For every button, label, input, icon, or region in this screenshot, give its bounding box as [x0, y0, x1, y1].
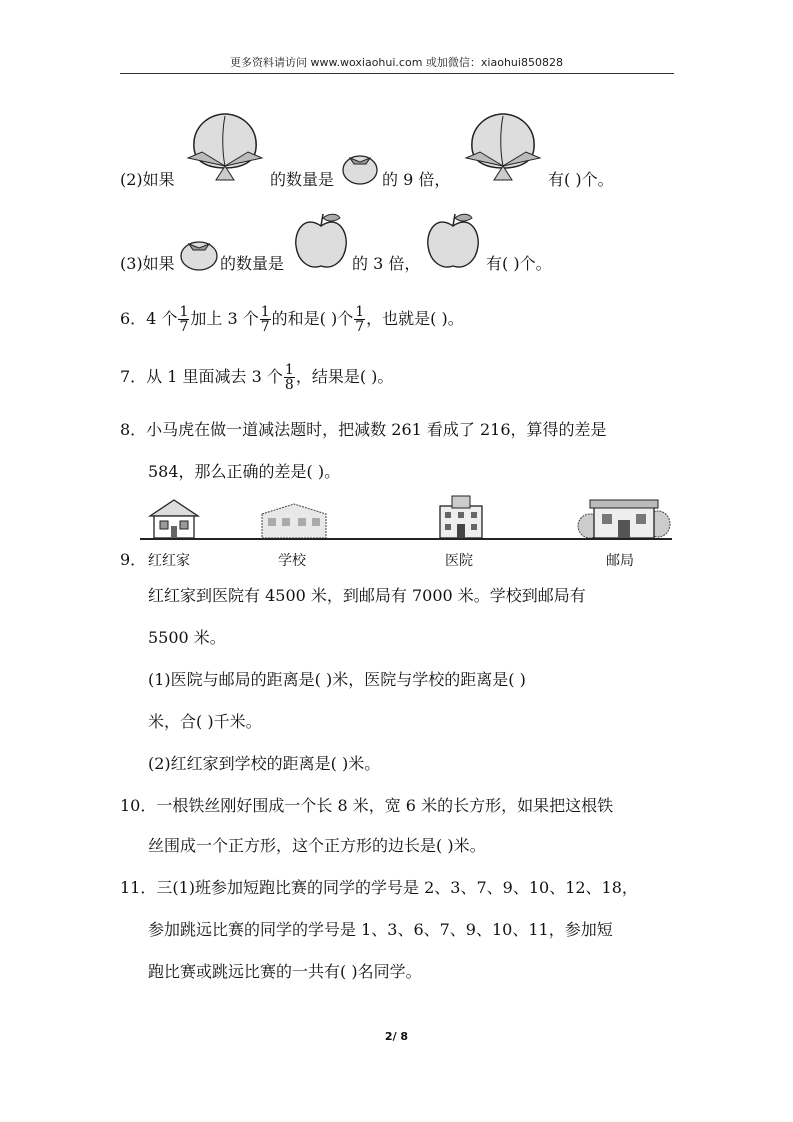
- q8-line-2: 584，那么正确的差是( )。: [148, 462, 341, 481]
- q10-line-2: 丝围成一个正方形，这个正方形的边长是( )米。: [148, 836, 486, 855]
- fraction-numerator: 1: [179, 304, 189, 320]
- q6-part-d: ，也就是( )。: [366, 309, 464, 328]
- q5-2-tail: 有( )个。: [548, 170, 614, 189]
- fraction-numerator: 1: [355, 304, 365, 320]
- q5-3-prefix: (3)如果: [120, 254, 175, 273]
- place-label-home: 红红家: [148, 553, 190, 569]
- fraction-denominator: 8: [284, 377, 294, 393]
- post-office-icon: [576, 494, 672, 540]
- apple-icon: [292, 210, 350, 272]
- q9-line-2: 5500 米。: [148, 628, 226, 647]
- place-label-post-office: 邮局: [606, 553, 634, 569]
- q6-part-b: 加上 3 个: [190, 309, 259, 328]
- q7-line: [120, 362, 393, 392]
- persimmon-icon: [340, 150, 380, 186]
- map-road-line: [140, 538, 672, 540]
- q5-2-prefix: (2)如果: [120, 170, 175, 189]
- place-label-hospital: 医院: [445, 553, 473, 569]
- q7-part-a: 7．从 1 里面减去 3 个: [120, 367, 283, 386]
- q9-sub2: (2)红红家到学校的距离是( )米。: [148, 754, 381, 773]
- header-rule: [120, 73, 674, 74]
- fraction-one-seventh: [178, 305, 189, 334]
- fraction-one-seventh-3: [354, 305, 365, 334]
- q11-line-1: 11．三(1)班参加短跑比赛的同学的学号是 2、3、7、9、10、12、18，: [120, 878, 638, 897]
- place-label-school: 学校: [278, 553, 306, 569]
- fraction-numerator: 1: [284, 362, 294, 378]
- q6-line: [120, 304, 464, 334]
- peach-icon: [182, 106, 268, 184]
- house-icon: [146, 496, 202, 540]
- q10-line-1: 10．一根铁丝刚好围成一个长 8 米，宽 6 米的长方形，如果把这根铁: [120, 796, 614, 815]
- fraction-one-seventh-2: [260, 305, 271, 334]
- q11-line-2: 参加跳远比赛的同学的学号是 1、3、6、7、9、10、11，参加短: [148, 920, 613, 939]
- q5-2-mid: 的数量是: [270, 170, 335, 189]
- school-icon: [258, 500, 330, 540]
- fraction-denominator: 7: [179, 319, 189, 335]
- q8-line-1: 8．小马虎在做一道减法题时，把减数 261 看成了 216，算得的差是: [120, 420, 607, 439]
- fraction-numerator: 1: [260, 304, 270, 320]
- q9-sub1-line-1: (1)医院与邮局的距离是( )米，医院与学校的距离是( ): [148, 670, 526, 689]
- apple-icon-2: [424, 210, 482, 272]
- q9-number: 9．: [120, 550, 147, 569]
- q6-part-a: 6．4 个: [120, 309, 178, 328]
- fraction-denominator: 7: [260, 319, 270, 335]
- q11-line-3: 跑比赛或跳远比赛的一共有( )名同学。: [148, 962, 422, 981]
- persimmon-icon-2: [178, 236, 220, 272]
- page-header: 更多资料请访问 www.woxiaohui.com 或加微信：xiaohui850828: [230, 56, 563, 69]
- hospital-icon: [436, 492, 486, 540]
- peach-icon-2: [460, 106, 546, 184]
- fraction-one-eighth: [284, 363, 295, 392]
- q9-sub1-line-2: 米，合( )千米。: [148, 712, 262, 731]
- q6-part-c: 的和是( )个: [271, 309, 354, 328]
- q5-3-mid: 的数量是: [220, 254, 285, 273]
- q5-2-times: 的 9 倍，: [382, 170, 451, 189]
- q9-line-1: 红红家到医院有 4500 米，到邮局有 7000 米。学校到邮局有: [148, 586, 586, 605]
- fraction-denominator: 7: [355, 319, 365, 335]
- q5-3-times: 的 3 倍，: [352, 254, 421, 273]
- page-number: 2/ 8: [384, 1030, 409, 1043]
- q5-3-tail: 有( )个。: [486, 254, 552, 273]
- q7-part-b: ，结果是( )。: [295, 367, 394, 386]
